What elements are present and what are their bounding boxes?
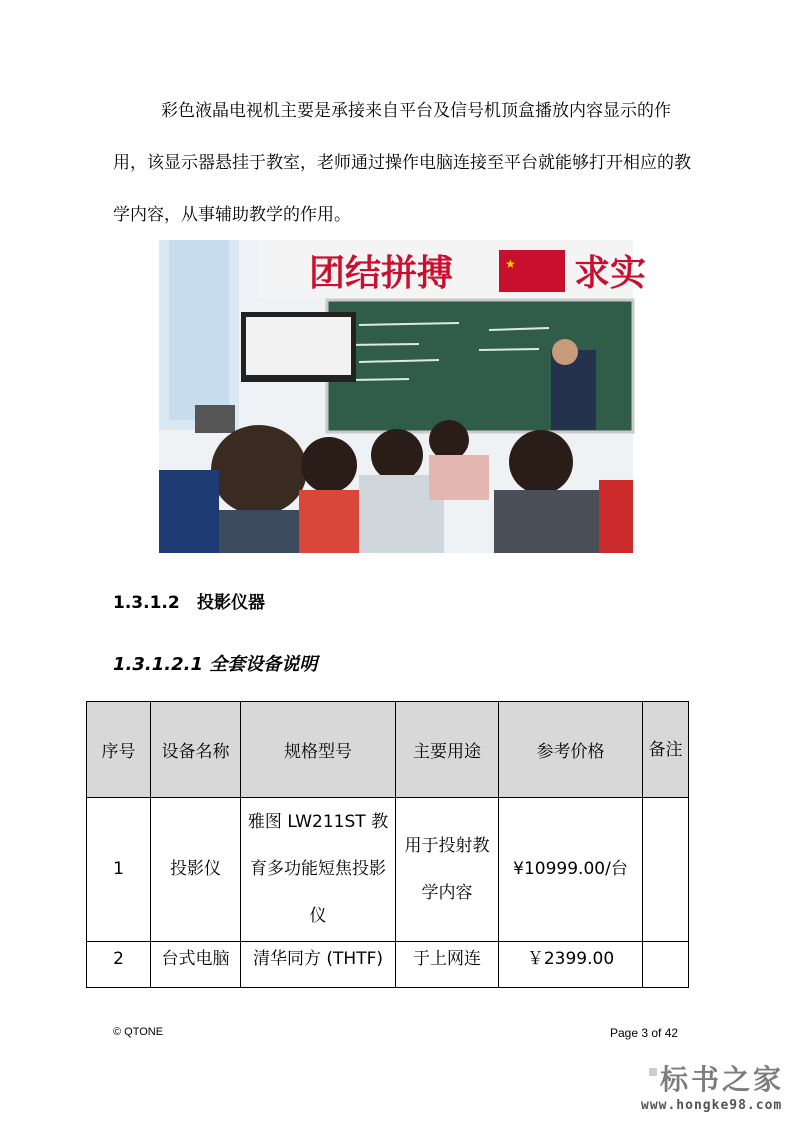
cell-note <box>643 942 689 988</box>
header-model: 规格型号 <box>241 702 396 798</box>
banner-text-right: 求实 <box>574 253 647 294</box>
section-heading <box>113 588 265 618</box>
watermark-logo: 标书之家 <box>660 1063 785 1096</box>
classroom-illustration <box>159 240 647 553</box>
intro-paragraph: 彩色液晶电视机主要是承接来自平台及信号机顶盒播放内容显示的作用，该显示器悬挂于教室，老师通过操作电脑连接至平台就能够打开相应的教学内容，从事辅助教学的作用。 <box>113 101 691 225</box>
subsection-heading: 1.3.1.2.1 全套设备说明 <box>113 654 318 675</box>
classroom-photo <box>159 240 647 553</box>
watermark-square-icon <box>649 1068 657 1076</box>
table-row <box>87 942 689 988</box>
cell-note <box>643 798 689 942</box>
footer-page-number: Page 3 of 42 <box>610 1026 679 1040</box>
header-no: 序号 <box>87 702 151 798</box>
cell-price: ¥10999.00/台 <box>499 798 643 942</box>
table-header-row <box>87 702 689 798</box>
section-title: 投影仪器 <box>197 593 265 613</box>
cell-model: 清华同方 (THTF) <box>241 942 396 988</box>
svg-text:★: ★ <box>505 257 516 271</box>
cell-use: 用于投射教学内容 <box>396 798 499 942</box>
header-note: 备注 <box>643 702 689 798</box>
cell-name: 台式电脑 <box>151 942 241 988</box>
footer-copyright: © QTONE <box>113 1026 164 1038</box>
cell-price: ￥2399.00 <box>499 942 643 988</box>
header-use: 主要用途 <box>396 702 499 798</box>
cell-name: 投影仪 <box>151 798 241 942</box>
cell-no: 2 <box>87 942 151 988</box>
cell-use: 于上网连 <box>396 942 499 988</box>
header-price: 参考价格 <box>499 702 643 798</box>
header-name: 设备名称 <box>151 702 241 798</box>
cell-model: 雅图 LW211ST 教育多功能短焦投影仪 <box>241 798 396 942</box>
cell-no: 1 <box>87 798 151 942</box>
equipment-table <box>86 701 689 988</box>
section-number: 1.3.1.2 <box>113 593 180 613</box>
watermark-url: www.hongke98.com <box>641 1098 783 1113</box>
banner-text-left: 团结拼搏 <box>309 253 454 294</box>
table-row <box>87 798 689 942</box>
